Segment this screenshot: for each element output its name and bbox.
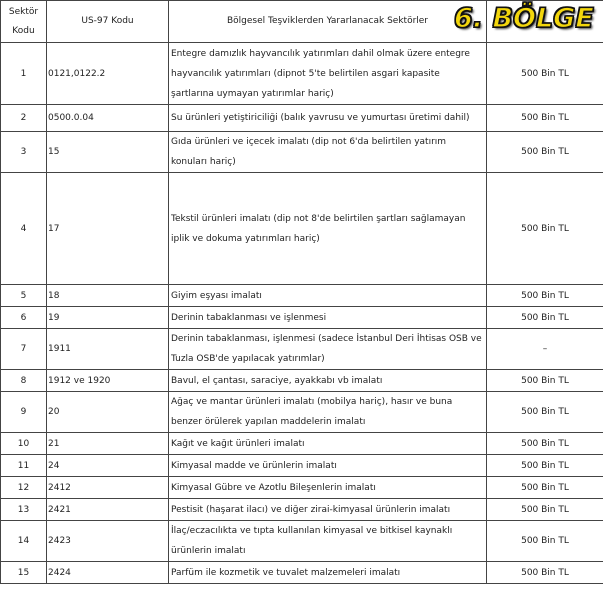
header-sector-code-line1: Sektör [8,6,39,17]
row-amount: 500 Bin TL [487,43,603,105]
table-row [1,392,603,433]
row-description: Kağıt ve kağıt ürünleri imalatı [169,433,487,455]
row-sector-code: 10 [1,433,47,455]
table-row [1,477,603,499]
row-amount: 500 Bin TL [487,455,603,477]
row-description: İlaç/eczacılıkta ve tıpta kullanılan kimyasal ve bitkisel kaynaklı ürünlerin imalatı [169,521,487,562]
row-sector-code: 9 [1,392,47,433]
row-description: Pestisit (haşarat ilacı) ve diğer zirai-kimyasal ürünlerin imalatı [169,499,487,521]
header-us97-code: US-97 Kodu [47,1,169,43]
row-description: Derinin tabaklanması, işlenmesi (sadece İstanbul Deri İhtisas OSB ve Tuzla OSB'de yapılacak yatırımlar) [169,329,487,370]
row-description: Su ürünleri yetiştiriciliği (balık yavrusu ve yumurtası üretimi dahil) [169,105,487,132]
header-sector-code-line2: Kodu [12,25,35,36]
row-amount: 500 Bin TL [487,173,603,285]
row-amount: 500 Bin TL [487,433,603,455]
table-row [1,521,603,562]
header-description: Bölgesel Teşviklerden Yararlanacak Sektörler [169,1,487,43]
row-description: Parfüm ile kozmetik ve tuvalet malzemeleri imalatı [169,562,487,584]
row-amount: 500 Bin TL [487,285,603,307]
row-sector-code: 14 [1,521,47,562]
row-us97-code: 2423 [47,521,169,562]
row-amount: 500 Bin TL [487,499,603,521]
header-sector-code [1,1,47,43]
table-row [1,105,603,132]
table-row [1,43,603,105]
region-badge: 6. BÖLGE [454,3,594,34]
row-description: Derinin tabaklanması ve işlenmesi [169,307,487,329]
row-us97-code: 19 [47,307,169,329]
row-description: Kimyasal madde ve ürünlerin imalatı [169,455,487,477]
table-row [1,370,603,392]
row-us97-code: 1911 [47,329,169,370]
row-description: Bavul, el çantası, saraciye, ayakkabı vb imalatı [169,370,487,392]
row-description: Kimyasal Gübre ve Azotlu Bileşenlerin imalatı [169,477,487,499]
row-us97-code: 2424 [47,562,169,584]
table-row [1,562,603,584]
row-sector-code: 13 [1,499,47,521]
table-row [1,329,603,370]
table-row [1,173,603,285]
row-amount: 500 Bin TL [487,521,603,562]
row-sector-code: 3 [1,132,47,173]
row-sector-code: 12 [1,477,47,499]
row-amount: 500 Bin TL [487,307,603,329]
row-us97-code: 24 [47,455,169,477]
row-sector-code: 1 [1,43,47,105]
row-amount: – [487,329,603,370]
row-description: Gıda ürünleri ve içecek imalatı (dip not 6'da belirtilen yatırım konuları hariç) [169,132,487,173]
row-sector-code: 5 [1,285,47,307]
row-sector-code: 6 [1,307,47,329]
row-amount: 500 Bin TL [487,562,603,584]
row-us97-code: 0500.0.04 [47,105,169,132]
row-sector-code: 8 [1,370,47,392]
row-us97-code: 2421 [47,499,169,521]
row-amount: 500 Bin TL [487,105,603,132]
row-sector-code: 2 [1,105,47,132]
row-us97-code: 0121,0122.2 [47,43,169,105]
row-us97-code: 2412 [47,477,169,499]
table-row [1,285,603,307]
row-us97-code: 18 [47,285,169,307]
row-us97-code: 15 [47,132,169,173]
row-us97-code: 1912 ve 1920 [47,370,169,392]
table-row [1,307,603,329]
row-sector-code: 11 [1,455,47,477]
row-amount: 500 Bin TL [487,477,603,499]
row-description: Giyim eşyası imalatı [169,285,487,307]
row-amount: 500 Bin TL [487,132,603,173]
row-description: Entegre damızlık hayvancılık yatırımları dahil olmak üzere entegre hayvancılık yatırımları (dipnot 5'te belirtilen asgari kapasite şartlarına uymayan yatırımlar hariç) [169,43,487,105]
row-us97-code: 21 [47,433,169,455]
row-us97-code: 17 [47,173,169,285]
row-sector-code: 15 [1,562,47,584]
row-amount: 500 Bin TL [487,370,603,392]
table-row [1,433,603,455]
table-row [1,499,603,521]
table-row [1,132,603,173]
row-sector-code: 7 [1,329,47,370]
table-row [1,455,603,477]
row-description: Tekstil ürünleri imalatı (dip not 8'de belirtilen şartları sağlamayan iplik ve dokuma yatırımları hariç) [169,173,487,285]
row-us97-code: 20 [47,392,169,433]
row-description: Ağaç ve mantar ürünleri imalatı (mobilya hariç), hasır ve buna benzer örülerek yapılan maddelerin imalatı [169,392,487,433]
row-amount: 500 Bin TL [487,392,603,433]
row-sector-code: 4 [1,173,47,285]
